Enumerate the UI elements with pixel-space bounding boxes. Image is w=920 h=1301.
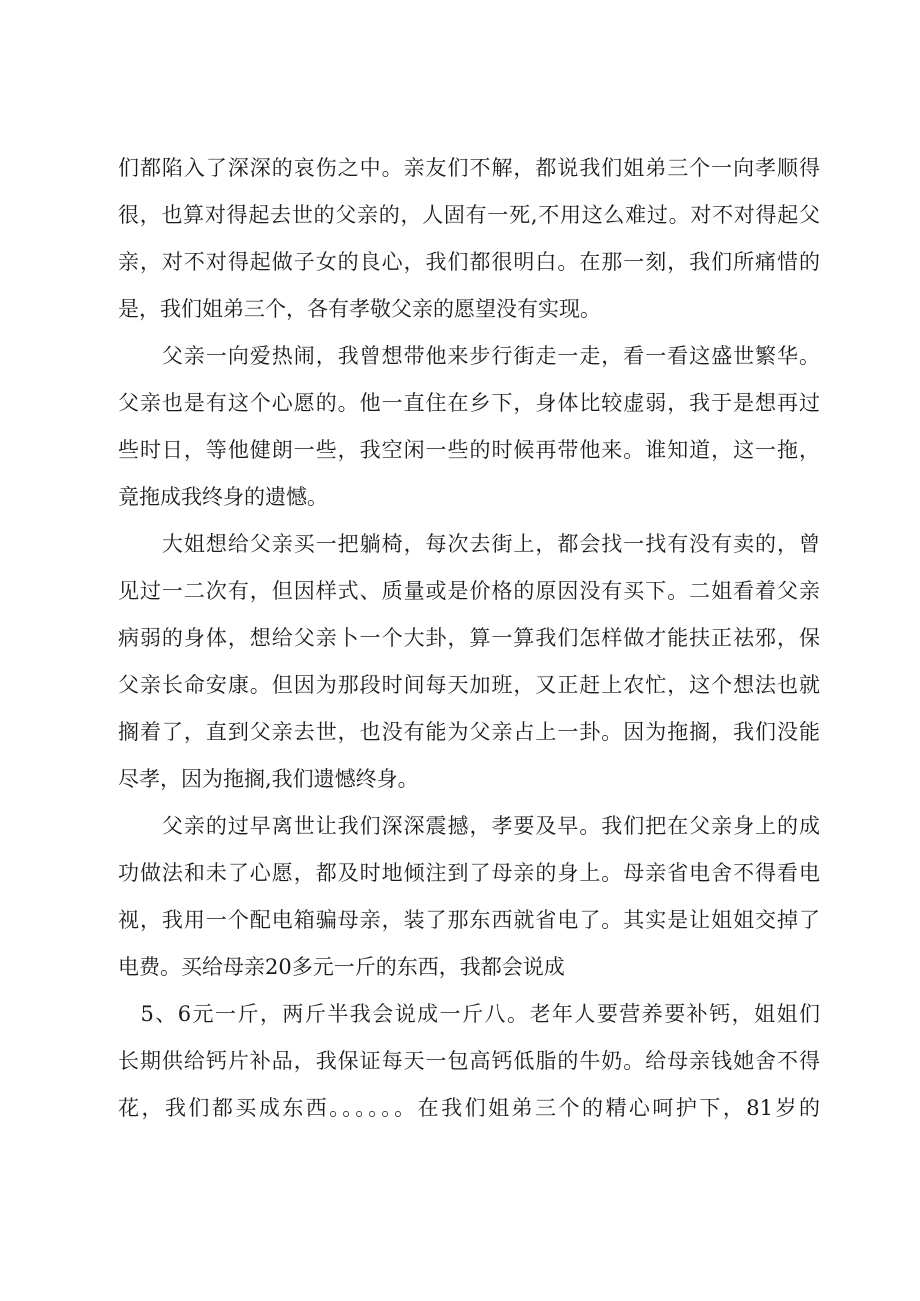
text-line: 见过一二次有，但因样式、质量或是价格的原因没有买下。二姐看着父亲 bbox=[118, 579, 820, 603]
text-line: 竟拖成我终身的遗憾。 bbox=[118, 485, 328, 509]
text-line: 搁着了，直到父亲去世，也没有能为父亲占上一卦。因为拖搁，我们没能 bbox=[118, 720, 820, 744]
text-line: 长期供给钙片补品，我保证每天一包高钙低脂的牛奶。给母亲钱她舍不得 bbox=[118, 1049, 820, 1073]
text-line: 父亲一向爱热闹，我曾想带他来步行街走一走，看一看这盛世繁华。 bbox=[118, 344, 820, 368]
text-line: 父亲也是有这个心愿的。他一直住在乡下，身体比较虚弱，我于是想再过 bbox=[118, 391, 820, 415]
text-line: 大姐想给父亲买一把躺椅，每次去街上，都会找一找有没有卖的，曾 bbox=[118, 532, 820, 556]
text-line: 功做法和未了心愿，都及时地倾注到了母亲的身上。母亲省电舍不得看电 bbox=[118, 861, 820, 885]
text-line: 电费。买给母亲20多元一斤的东西，我都会说成 bbox=[118, 955, 565, 979]
text-line: 视，我用一个配电箱骗母亲，装了那东西就省电了。其实是让姐姐交掉了 bbox=[118, 908, 820, 932]
text-line: 亲，对不对得起做子女的良心，我们都很明白。在那一刻，我们所痛惜的 bbox=[118, 250, 820, 274]
text-line: 5、6元一斤，两斤半我会说成一斤八。老年人要营养要补钙，姐姐们 bbox=[118, 1002, 820, 1026]
text-line: 花，我们都买成东西。。。。。。在我们姐弟三个的精心呵护下，81岁的 bbox=[118, 1096, 820, 1120]
text-line: 是，我们姐弟三个，各有孝敬父亲的愿望没有实现。 bbox=[118, 297, 601, 321]
text-line: 们都陷入了深深的哀伤之中。亲友们不解，都说我们姐弟三个一向孝顺得 bbox=[118, 156, 820, 180]
text-line: 父亲的过早离世让我们深深震撼，孝要及早。我们把在父亲身上的成 bbox=[118, 814, 820, 838]
text-line: 些时日，等他健朗一些，我空闲一些的时候再带他来。谁知道，这一拖， bbox=[118, 438, 820, 462]
document-body bbox=[118, 145, 820, 1132]
text-line: 很，也算对得起去世的父亲的，人固有一死,不用这么难过。对不对得起父 bbox=[118, 203, 820, 227]
text-line: 父亲长命安康。但因为那段时间每天加班，又正赶上农忙，这个想法也就 bbox=[118, 673, 820, 697]
text-line: 尽孝，因为拖搁,我们遗憾终身。 bbox=[118, 767, 419, 791]
text-line: 病弱的身体，想给父亲卜一个大卦，算一算我们怎样做才能扶正祛邪，保 bbox=[118, 626, 820, 650]
